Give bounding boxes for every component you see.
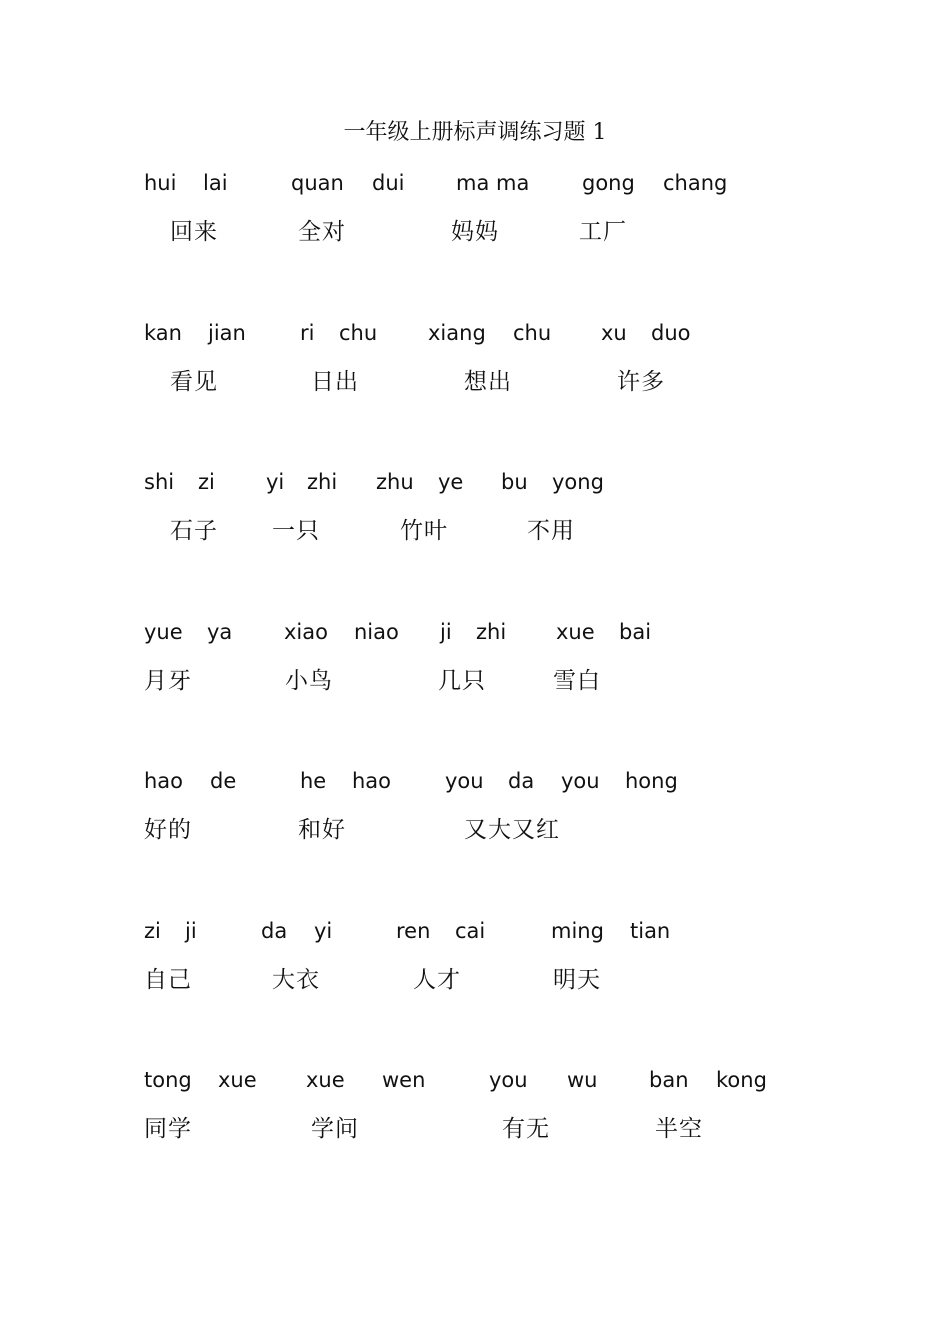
chinese-word: 学问 <box>311 1116 359 1142</box>
chinese-word: 回来 <box>170 219 218 245</box>
chinese-word: 几只 <box>438 668 486 694</box>
pinyin-syllable: kan <box>144 321 182 345</box>
chinese-word: 明天 <box>553 967 601 993</box>
pinyin-syllable: quan <box>291 171 344 195</box>
pinyin-syllable: zi <box>144 919 161 943</box>
chinese-word: 自己 <box>144 967 192 993</box>
pinyin-syllable: zhu <box>376 470 414 494</box>
pinyin-syllable: da <box>508 769 535 793</box>
pinyin-syllable: xue <box>306 1068 345 1092</box>
pinyin-syllable: ya <box>207 620 233 644</box>
pinyin-syllable: you <box>445 769 484 793</box>
pinyin-syllable: jian <box>208 321 246 345</box>
pinyin-syllable: xiao <box>284 620 328 644</box>
pinyin-syllable: zhi <box>476 620 507 644</box>
pinyin-syllable: xu <box>601 321 627 345</box>
pinyin-syllable: you <box>561 769 600 793</box>
pinyin-syllable: ren <box>396 919 431 943</box>
exercise-group-6 <box>0 916 950 1026</box>
pinyin-syllable: zhi <box>307 470 338 494</box>
chinese-word: 月牙 <box>144 668 192 694</box>
pinyin-syllable: lai <box>203 171 228 195</box>
pinyin-syllable: you <box>489 1068 528 1092</box>
chinese-word: 有无 <box>502 1116 550 1142</box>
chinese-word: 和好 <box>298 817 346 843</box>
pinyin-syllable: ma ma <box>456 171 530 195</box>
exercise-group-1 <box>0 168 950 278</box>
pinyin-syllable: wen <box>382 1068 426 1092</box>
pinyin-syllable: hui <box>144 171 177 195</box>
pinyin-syllable: cai <box>455 919 486 943</box>
pinyin-syllable: de <box>210 769 237 793</box>
chinese-word: 许多 <box>617 369 665 395</box>
pinyin-syllable: hao <box>352 769 392 793</box>
pinyin-syllable: kong <box>716 1068 767 1092</box>
pinyin-syllable: hong <box>625 769 678 793</box>
chinese-word: 好的 <box>144 817 192 843</box>
pinyin-syllable: ban <box>649 1068 689 1092</box>
pinyin-syllable: duo <box>651 321 691 345</box>
exercise-group-2 <box>0 318 950 428</box>
pinyin-syllable: da <box>261 919 288 943</box>
chinese-word: 看见 <box>170 369 218 395</box>
chinese-word: 人才 <box>413 967 461 993</box>
chinese-word: 同学 <box>144 1116 192 1142</box>
pinyin-syllable: chu <box>513 321 552 345</box>
chinese-word: 石子 <box>170 518 218 544</box>
pinyin-syllable: chang <box>663 171 728 195</box>
pinyin-syllable: chu <box>339 321 378 345</box>
pinyin-syllable: gong <box>582 171 635 195</box>
chinese-word: 妈妈 <box>451 219 499 245</box>
chinese-word: 日出 <box>311 369 359 395</box>
pinyin-syllable: shi <box>144 470 175 494</box>
pinyin-syllable: hao <box>144 769 184 793</box>
chinese-word: 竹叶 <box>400 518 448 544</box>
pinyin-syllable: xue <box>218 1068 257 1092</box>
chinese-word: 工厂 <box>579 219 627 245</box>
pinyin-syllable: he <box>300 769 327 793</box>
chinese-word: 想出 <box>464 369 512 395</box>
pinyin-syllable: bai <box>619 620 652 644</box>
pinyin-syllable: yi <box>266 470 285 494</box>
pinyin-syllable: yue <box>144 620 183 644</box>
pinyin-syllable: yong <box>552 470 604 494</box>
pinyin-syllable: ye <box>438 470 464 494</box>
pinyin-syllable: yi <box>314 919 333 943</box>
page-title: 一年级上册标声调练习题 1 <box>343 120 607 145</box>
exercise-group-5 <box>0 766 950 876</box>
chinese-word: 雪白 <box>553 668 601 694</box>
pinyin-syllable: ji <box>185 919 197 943</box>
exercise-group-4 <box>0 617 950 727</box>
chinese-word: 又大又红 <box>464 817 560 843</box>
pinyin-syllable: wu <box>567 1068 598 1092</box>
pinyin-syllable: xue <box>556 620 595 644</box>
chinese-word: 小鸟 <box>285 668 333 694</box>
exercise-group-3 <box>0 467 950 577</box>
pinyin-syllable: zi <box>198 470 215 494</box>
chinese-word: 全对 <box>298 219 346 245</box>
pinyin-syllable: ri <box>300 321 315 345</box>
chinese-word: 半空 <box>655 1116 703 1142</box>
pinyin-syllable: bu <box>501 470 528 494</box>
pinyin-syllable: niao <box>354 620 399 644</box>
pinyin-syllable: ji <box>440 620 452 644</box>
pinyin-syllable: tian <box>630 919 671 943</box>
pinyin-syllable: ming <box>551 919 604 943</box>
pinyin-syllable: tong <box>144 1068 192 1092</box>
chinese-word: 一只 <box>272 518 320 544</box>
chinese-word: 大衣 <box>272 967 320 993</box>
exercise-group-7 <box>0 1065 950 1175</box>
pinyin-syllable: dui <box>372 171 405 195</box>
chinese-word: 不用 <box>527 518 575 544</box>
pinyin-syllable: xiang <box>428 321 486 345</box>
